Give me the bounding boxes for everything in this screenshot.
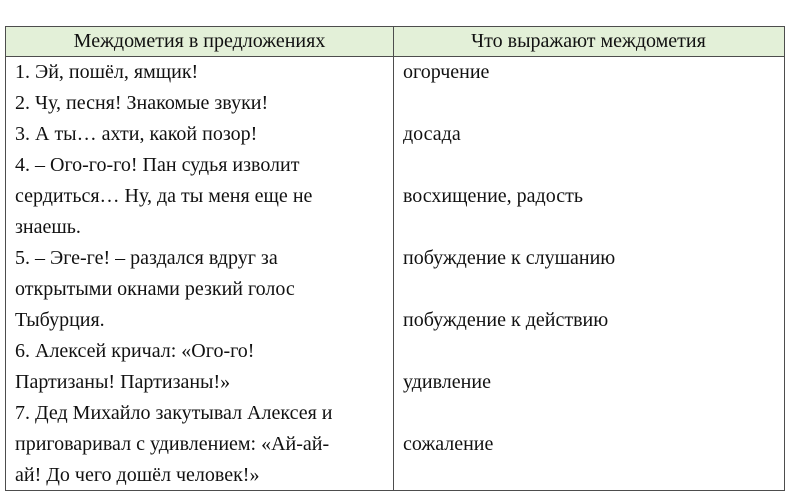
sentence-line-8: открытыми окнами резкий голос <box>15 278 295 300</box>
meaning-line-6: удивление <box>403 371 491 393</box>
meaning-line-7: сожаление <box>403 433 494 455</box>
sentence-line-1: 1. Эй, пошёл, ямщик! <box>15 61 199 83</box>
sentence-line-12: 7. Дед Михайло закутывал Алексея и <box>15 402 333 424</box>
sentence-line-6: знаешь. <box>15 216 81 238</box>
table-header-row <box>6 27 784 57</box>
interjections-table <box>5 26 785 491</box>
sentence-line-3: 3. А ты… ахти, какой позор! <box>15 123 258 145</box>
meaning-line-5: побуждение к действию <box>403 309 609 331</box>
sentence-line-4: 4. – Ого-го-го! Пан судья изволит <box>15 154 300 176</box>
sentence-line-10: 6. Алексей кричал: «Ого-го! <box>15 340 255 362</box>
meaning-line-2: досада <box>403 123 461 145</box>
sentence-line-9: Тыбурция. <box>15 309 105 331</box>
meaning-line-4: побуждение к слушанию <box>403 247 616 269</box>
header-interjections-in-sentences: Междометия в предложениях <box>73 30 326 52</box>
sentence-line-5: сердиться… Ну, да ты меня еще не <box>15 185 313 207</box>
sentence-line-11: Партизаны! Партизаны!» <box>15 371 231 393</box>
sentence-line-2: 2. Чу, песня! Знакомые звуки! <box>15 92 269 114</box>
column-divider <box>393 27 394 490</box>
sentence-line-7: 5. – Эге-ге! – раздался вдруг за <box>15 247 278 269</box>
meaning-line-3: восхищение, радость <box>403 185 583 207</box>
sentence-line-14: ай! До чего дошёл человек!» <box>15 464 260 486</box>
meaning-line-1: огорчение <box>403 61 490 83</box>
sentence-line-13: приговаривал с удивлением: «Ай-ай- <box>15 433 330 455</box>
header-what-interjections-express: Что выражают междометия <box>471 30 706 52</box>
